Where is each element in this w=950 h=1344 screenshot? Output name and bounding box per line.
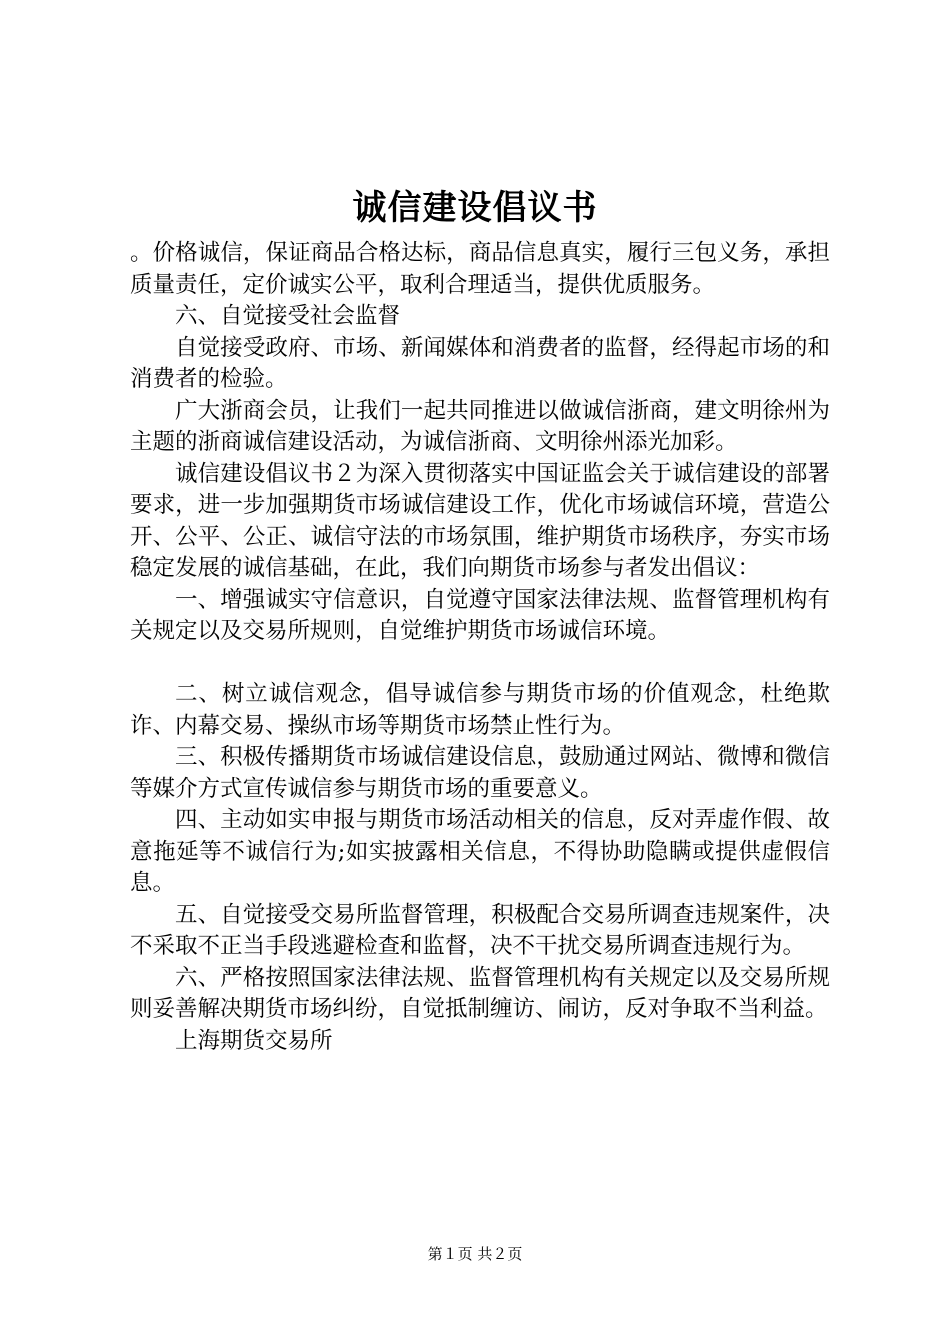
- paragraph: 一、增强诚实守信意识，自觉遵守国家法律法规、监督管理机构有关规定以及交易所规则，自觉维护期货市场诚信环境。: [130, 586, 830, 644]
- paragraph: 广大浙商会员，让我们一起共同推进以做诚信浙商，建文明徐州为主题的浙商诚信建设活动，为诚信浙商、文明徐州添光加彩。: [130, 397, 830, 455]
- page-footer: 第１页 共２页: [427, 1245, 523, 1263]
- paragraph: 四、主动如实申报与期货市场活动相关的信息，反对弄虚作假、故意拖延等不诚信行为;如实披露相关信息，不得协助隐瞒或提供虚假信息。: [130, 807, 830, 896]
- signature-line: 上海期货交易所: [175, 1027, 333, 1054]
- document-title: 诚信建设倡议书: [352, 188, 598, 228]
- section-heading: 六、自觉接受社会监督: [175, 303, 401, 329]
- paragraph: 自觉接受政府、市场、新闻媒体和消费者的监督，经得起市场的和消费者的检验。: [130, 334, 830, 392]
- paragraph: 三、积极传播期货市场诚信建设信息，鼓励通过网站、微博和微信等媒介方式宣传诚信参与期货市场的重要意义。: [130, 744, 830, 802]
- paragraph: 。价格诚信，保证商品合格达标，商品信息真实，履行三包义务，承担质量责任，定价诚实公平，取利合理适当，提供优质服务。: [130, 240, 830, 298]
- paragraph: 六、严格按照国家法律法规、监督管理机构有关规定以及交易所规则妥善解决期货市场纠纷，自觉抵制缠访、闹访，反对争取不当利益。: [130, 964, 830, 1022]
- document-body: [130, 238, 830, 1057]
- paragraph: 诚信建设倡议书２为深入贯彻落实中国证监会关于诚信建设的部署要求，进一步加强期货市场诚信建设工作，优化市场诚信环境，营造公开、公平、公正、诚信守法的市场氛围，维护期货市场秩序，夯实市场稳定发展的诚信基础，在此，我们向期货市场参与者发出倡议：: [130, 460, 830, 581]
- paragraph: 五、自觉接受交易所监督管理，积极配合交易所调查违规案件，决不采取不正当手段逃避检查和监督，决不干扰交易所调查违规行为。: [130, 901, 830, 959]
- paragraph: 二、树立诚信观念，倡导诚信参与期货市场的价值观念，杜绝欺诈、内幕交易、操纵市场等期货市场禁止性行为。: [130, 681, 830, 739]
